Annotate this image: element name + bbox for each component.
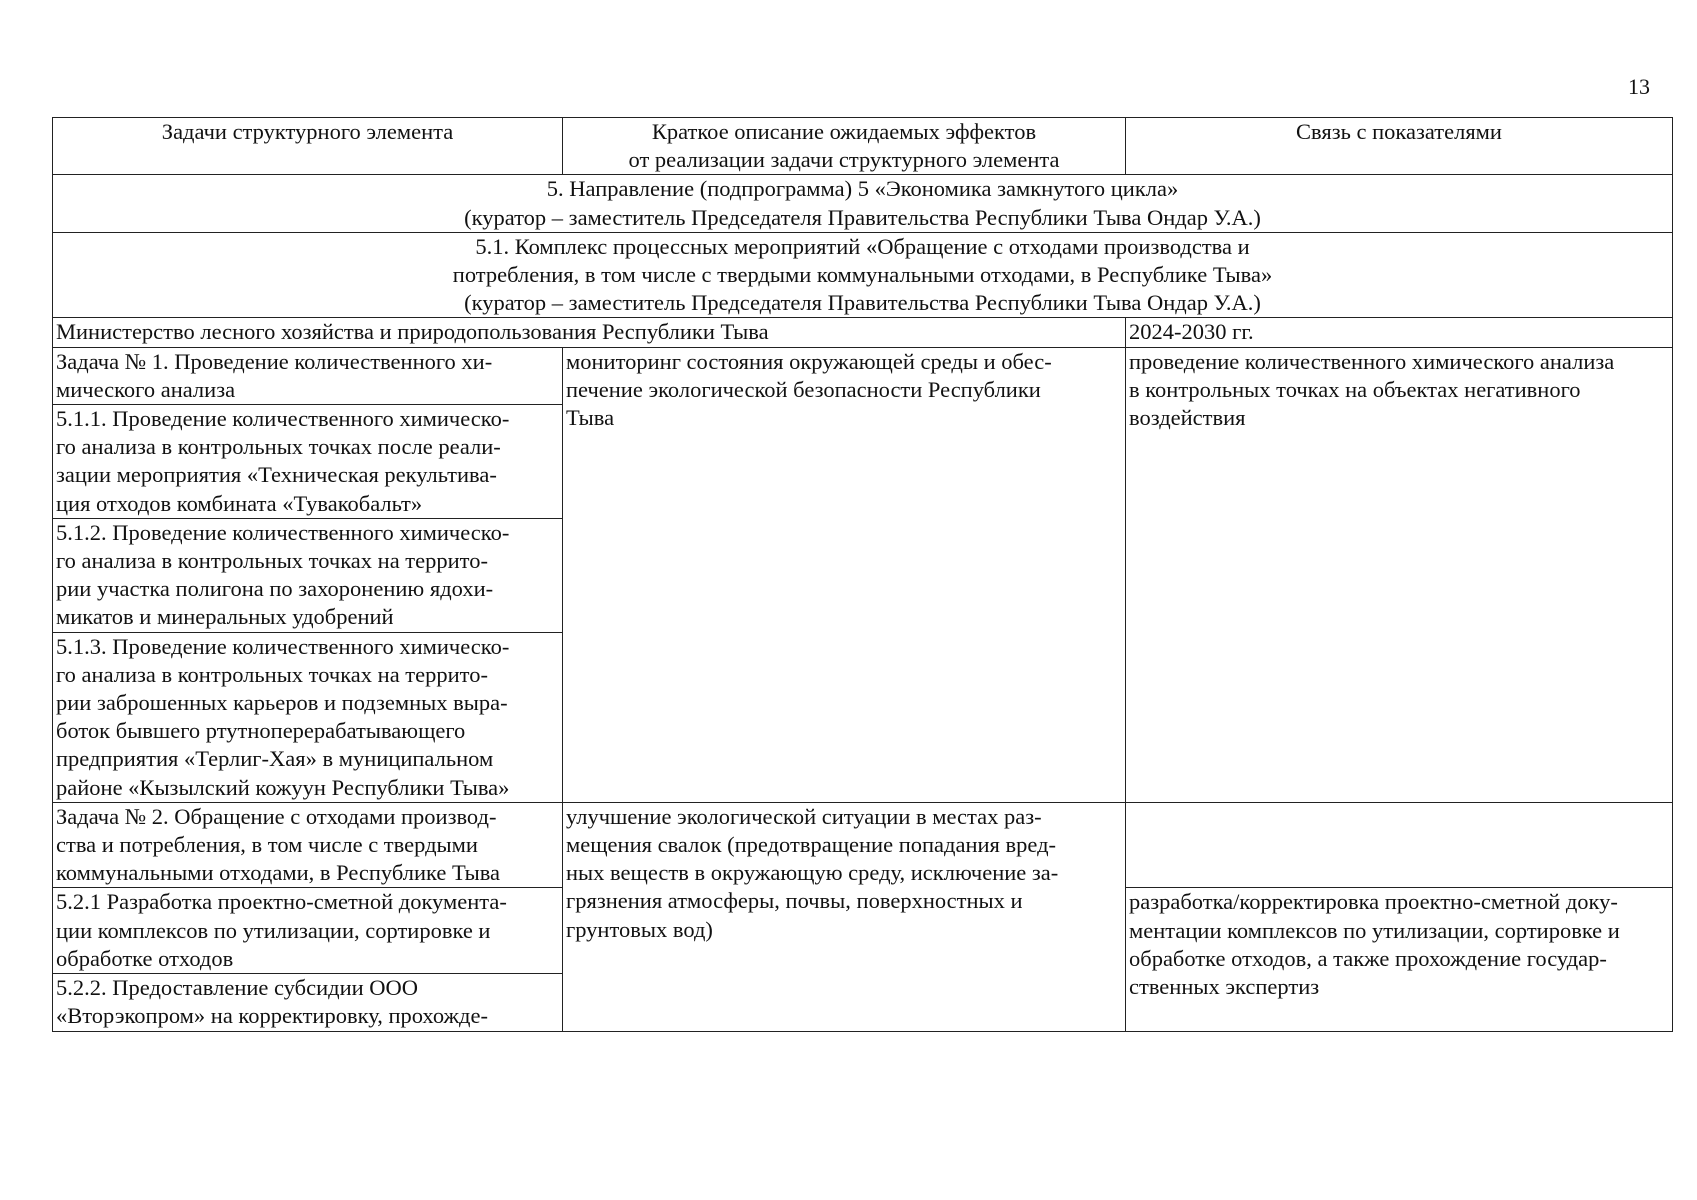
task1-row	[53, 347, 1673, 404]
task2-title: Задача № 2. Обращение с отходами производ- ства и потребления, в том числе с твердыми коммунальными отходами, в Республике Тыва	[53, 802, 563, 888]
task2-item-5-2-2: 5.2.2. Предоставление субсидии ООО «Вторэкопром» на корректировку, прохожде-	[53, 974, 563, 1031]
task1-item-5-1-2: 5.1.2. Проведение количественного химическо- го анализа в контрольных точках на террито- рии участка полигона по захоронению ядохи- микатов и минеральных удобрений	[53, 518, 563, 632]
table-header-row	[53, 118, 1673, 175]
complex-row	[53, 232, 1673, 318]
section-row	[53, 175, 1673, 232]
header-tasks: Задачи структурного элемента	[53, 118, 563, 175]
program-table	[52, 117, 1673, 1032]
task1-item-5-1-1: 5.1.1. Проведение количественного химическо- го анализа в контрольных точках после реали- зации мероприятия «Техническая рекультива- ция отходов комбината «Тувакобальт»	[53, 405, 563, 519]
task2-indicator-empty	[1126, 802, 1673, 888]
responsible-row	[53, 318, 1673, 347]
task1-effect: мониторинг состояния окружающей среды и обес- печение экологической безопасности Республики Тыва	[563, 347, 1126, 802]
task1-indicator: проведение количественного химического анализа в контрольных точках на объектах негативного воздействия	[1126, 347, 1673, 802]
task1-item-5-1-3: 5.1.3. Проведение количественного химическо- го анализа в контрольных точках на террито- рии заброшенных карьеров и подземных выра- боток бывшего ртутноперерабатывающего предприятия «Терлиг-Хая» в муниципальном районе «Кызылский кожуун Республики Тыва»	[53, 632, 563, 802]
task2-effect: улучшение экологической ситуации в местах раз- мещения свалок (предотвращение попадания вред- ных веществ в окружающую среду, исключение за- грязнения атмосферы, почвы, поверхностных и грунтовых вод)	[563, 802, 1126, 1031]
task2-indicator: разработка/корректировка проектно-сметной доку- ментации комплексов по утилизации, сортировке и обработке отходов, а также прохождение государ- ственных экспертиз	[1126, 888, 1673, 1031]
responsible-org: Министерство лесного хозяйства и природопользования Республики Тыва	[53, 318, 1126, 347]
complex-title: 5.1. Комплекс процессных мероприятий «Обращение с отходами производства и потребления, в том числе с твердыми коммунальными отходами, в Республике Тыва» (куратор – заместитель Председателя Правительства Республики Тыва Ондар У.А.)	[53, 232, 1673, 318]
responsible-period: 2024-2030 гг.	[1126, 318, 1673, 347]
task2-row	[53, 802, 1673, 888]
header-effects: Краткое описание ожидаемых эффектов от реализации задачи структурного элемента	[563, 118, 1126, 175]
task1-title: Задача № 1. Проведение количественного хи- мического анализа	[53, 347, 563, 404]
section-title: 5. Направление (подпрограмма) 5 «Экономика замкнутого цикла» (куратор – заместитель Председателя Правительства Республики Тыва Ондар У.А.)	[53, 175, 1673, 232]
page-number: 13	[1628, 74, 1650, 99]
header-indicators: Связь с показателями	[1126, 118, 1673, 175]
task2-item-5-2-1: 5.2.1 Разработка проектно-сметной документа- ции комплексов по утилизации, сортировке и обработке отходов	[53, 888, 563, 974]
